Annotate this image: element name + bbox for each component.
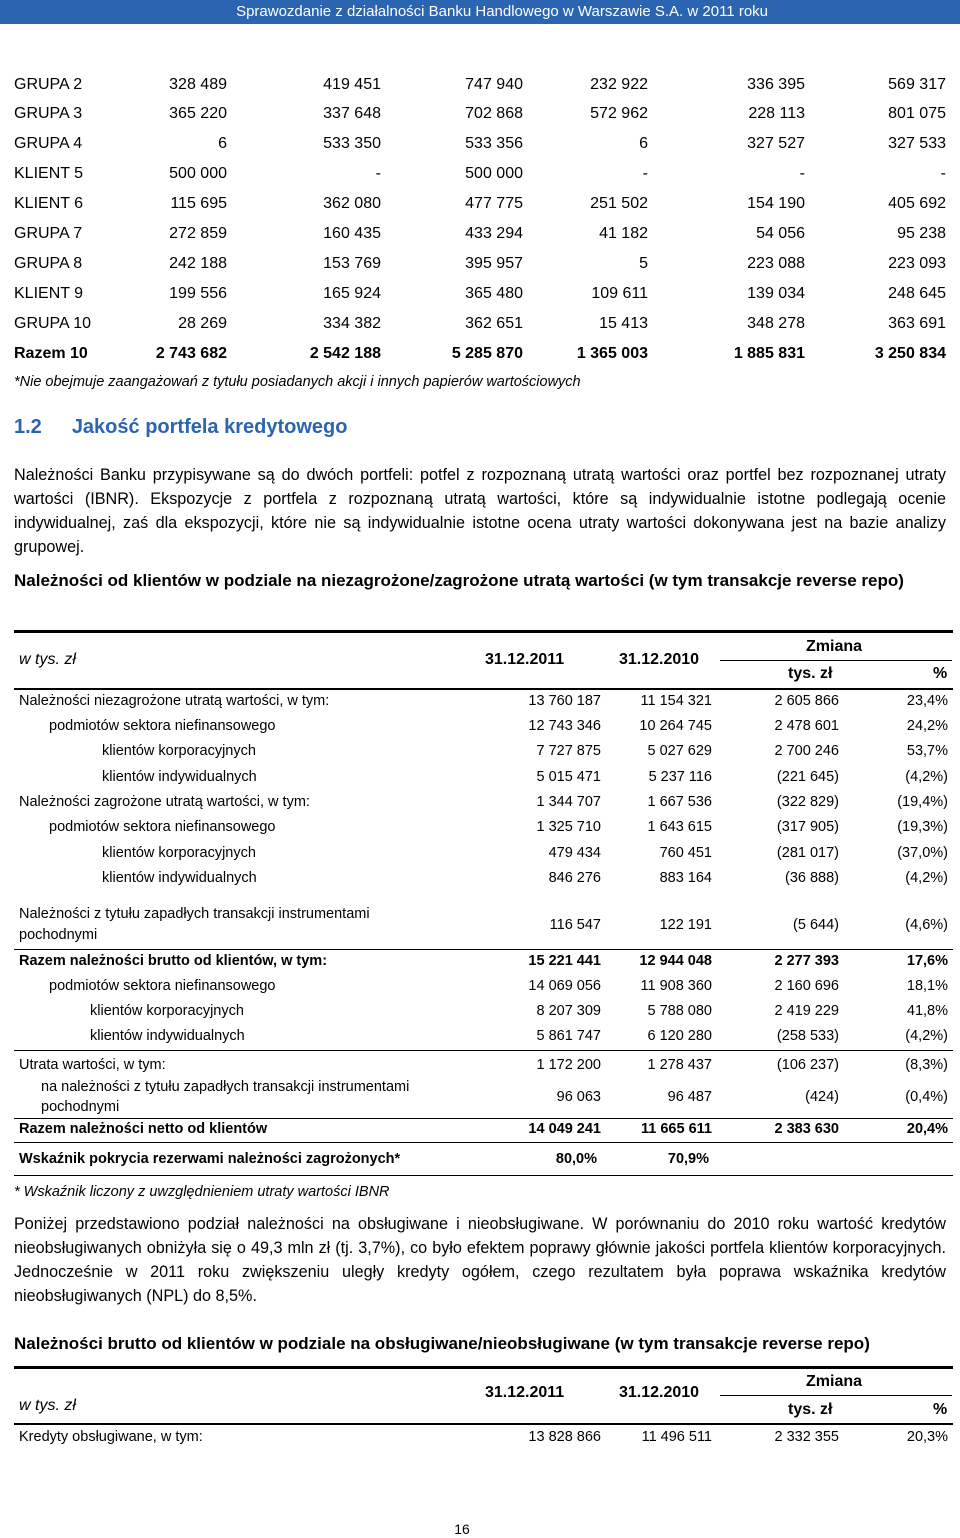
table-row: GRUPA 2 328 489 419 451 747 940 232 922 336 395 569 317 [14,76,946,93]
unit-label: w tys. zł [19,1397,76,1414]
table-row: GRUPA 7 272 859 160 435 433 294 41 182 54 056 95 238 [14,225,946,242]
divider [14,1142,953,1143]
table-row: KLIENT 5 500 000 - 500 000 - - - [14,165,946,182]
table-row: GRUPA 10 28 269 334 382 362 651 15 413 348 278 363 691 [14,315,946,332]
table-row: GRUPA 4 6 533 350 533 356 6 327 527 327 533 [14,135,946,152]
column-header: tys. zł [788,665,833,682]
table-row: GRUPA 3 365 220 337 648 702 868 572 962 228 113 801 075 [14,105,946,122]
divider [720,660,952,661]
column-header: Zmiana [806,1373,863,1390]
divider [14,1175,953,1176]
column-header: % [933,665,948,682]
divider [14,1366,953,1369]
table-title: Należności brutto od klientów w podziale na obsługiwane/nieobsługiwane (w tym transakcje reverse repo) [14,1334,870,1353]
divider [14,949,953,950]
table-row: GRUPA 8 242 188 153 769 395 957 5 223 088 223 093 [14,255,946,272]
divider [14,688,953,690]
column-header: % [933,1401,948,1418]
section-title: Jakość portfela kredytowego [71,416,348,438]
report-title: Sprawozdanie z działalności Banku Handlowego w Warszawie S.A. w 2011 roku [236,3,768,20]
column-header: 31.12.2010 [619,651,700,668]
paragraph: Poniżej przedstawiono podział należności na obsługiwane i nieobsługiwane. W porównaniu do 2010 roku wartość kredytów nieobsługiwanych obniżyła się o 49,3 mln zł (tj. 3,7%), co było efektem poprawy głównie jakości portfela klientów korporacyjnych. Jednocześnie w 2011 roku zwiększeniu uległy kredyty ogółem, czego rezultatem była poprawa wskaźnika kredytów nieobsługiwanych (NPL) do 8,5%. [14,1215,946,1305]
table-row: KLIENT 6 115 695 362 080 477 775 251 502 154 190 405 692 [14,195,946,212]
section-heading [14,416,347,439]
divider [14,1050,953,1051]
section-number: 1.2 [14,416,42,438]
table-total-row: Razem 10 2 743 682 2 542 188 5 285 870 1 365 003 1 885 831 3 250 834 [14,345,946,362]
table-row: KLIENT 9 199 556 165 924 365 480 109 611 139 034 248 645 [14,285,946,302]
paragraph: Należności Banku przypisywane są do dwóch portfeli: potfel z rozpoznaną utratą wartości oraz portfel bez rozpoznanej utraty wartości (IBNR). Ekspozycje z portfela z rozpoznaną utratą wartości, które są indywidualnie istotne podlegają ocenie indywidualnej, zaś dla ekspozycji, które nie są indywidualnie istotne ocena utraty wartości dokonywana jest na bazie analizy grupowej. [14,466,946,556]
divider [14,630,953,633]
divider [720,1395,952,1396]
column-header: 31.12.2011 [485,651,565,668]
unit-label: w tys. zł [19,651,76,668]
column-header: 31.12.2010 [619,1384,700,1401]
column-header: 31.12.2011 [485,1384,565,1401]
column-header: Zmiana [806,638,863,655]
footnote: * Wskaźnik liczony z uwzględnieniem utraty wartości IBNR [14,1184,390,1200]
page-header [0,0,960,24]
table-title: Należności od klientów w podziale na niezagrożone/zagrożone utratą wartości (w tym transakcje reverse repo) [14,571,904,590]
page-number: 16 [454,1521,470,1537]
divider [14,1423,953,1425]
divider [14,1118,953,1119]
table-note: *Nie obejmuje zaangażowań z tytułu posiadanych akcji i innych papierów wartościowych [14,374,581,390]
column-header: tys. zł [788,1401,833,1418]
